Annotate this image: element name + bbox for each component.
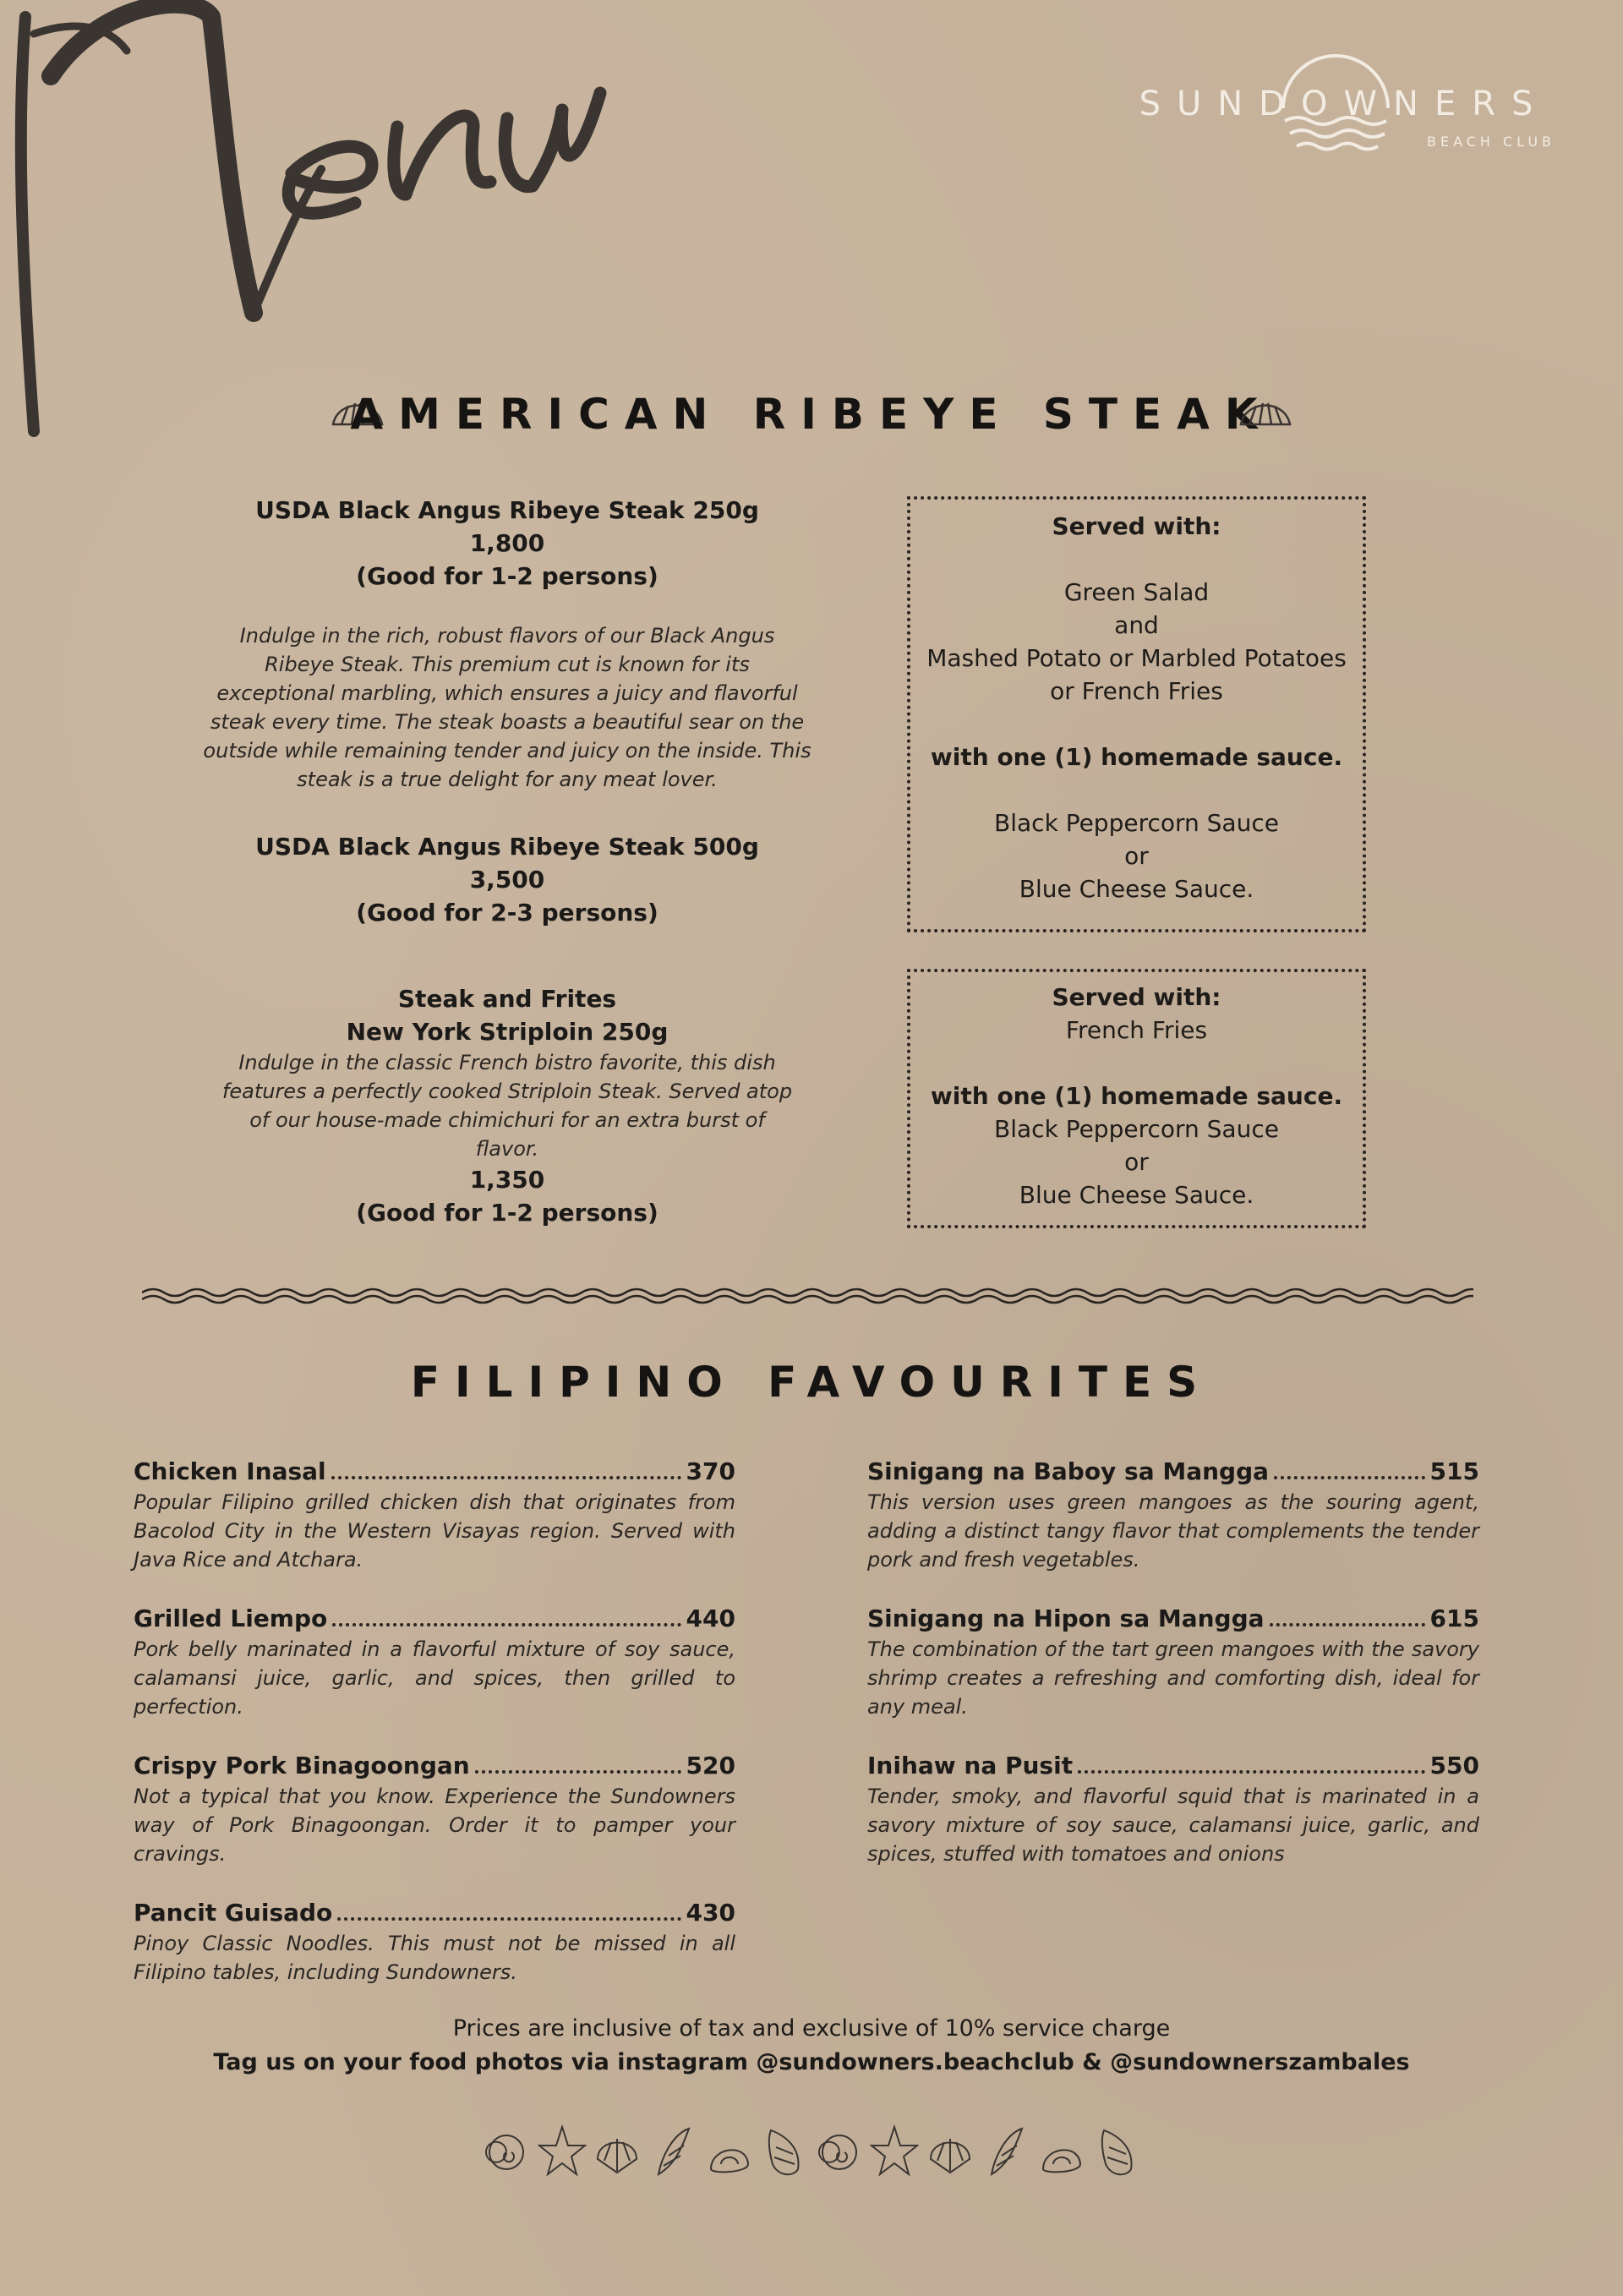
connector-text: and: [1114, 611, 1159, 639]
item-name: Sinigang na Hipon sa Mangga: [867, 1604, 1265, 1632]
nautilus-icon: [815, 2122, 864, 2183]
sundowners-logo: [1133, 34, 1572, 161]
conch-icon: [759, 2122, 808, 2183]
item-name: Sinigang na Baboy sa Mangga: [867, 1457, 1270, 1485]
dot-leader: [1270, 1623, 1425, 1626]
menu-item: [867, 1750, 1479, 1868]
section-title-filipino: FILIPINO FAVOURITES: [410, 1358, 1213, 1407]
item-price: 440: [686, 1604, 735, 1632]
side-item: or French Fries: [1050, 677, 1223, 705]
item-price: 430: [686, 1899, 735, 1927]
filipino-column-left: [134, 1456, 735, 2015]
served-with-box-ribeye: [907, 496, 1366, 932]
item-price: 520: [686, 1752, 735, 1779]
served-heading: Served with:: [1052, 983, 1221, 1011]
item-price: 615: [1429, 1604, 1479, 1632]
item-name: Steak and Frites: [397, 985, 617, 1013]
footer: [169, 2012, 1454, 2080]
logo-wordmark: SUNDOWNERS: [1139, 85, 1549, 123]
menu-item: [134, 1603, 735, 1721]
side-item: Green Salad: [1063, 578, 1210, 606]
sauce-option: Blue Cheese Sauce.: [1019, 875, 1254, 903]
logo-subtitle: BEACH CLUB: [1426, 134, 1555, 150]
connector-text: or: [1124, 1148, 1149, 1176]
item-price: 1,350: [469, 1166, 545, 1194]
item-price: 3,500: [469, 866, 545, 894]
item-name: Pancit Guisado: [134, 1899, 333, 1927]
price-note: Prices are inclusive of tax and exclusive of 10% service charge: [452, 2015, 1171, 2042]
starfish-icon: [538, 2122, 587, 2183]
connector-text: or: [1124, 842, 1149, 870]
item-name: USDA Black Angus Ribeye Steak 500g: [255, 833, 759, 861]
steak-item-ribeye-250g: [194, 494, 820, 794]
menu-item: [134, 1750, 735, 1868]
item-description: Tender, smoky, and flavorful squid that is marinated in a savory mixture of soy sauce, calamansi juice, garlic, and spices, stuffed with tomatoes and onions: [867, 1785, 1479, 1866]
sauce-option: Blue Cheese Sauce.: [1019, 1181, 1254, 1209]
cone-shell-icon: [648, 2122, 697, 2183]
item-price: 550: [1429, 1752, 1479, 1779]
scallop-icon: [926, 2122, 975, 2183]
item-description: The combination of the tart green mangoes with the savory shrimp creates a refreshing and comforting dish, ideal for any meal.: [867, 1637, 1479, 1719]
menu-item: [867, 1603, 1479, 1721]
instagram-tag: Tag us on your food photos via instagram @sundowners.beachclub & @sundownerszambales: [213, 2049, 1410, 2075]
sauce-option: Black Peppercorn Sauce: [994, 809, 1279, 837]
filipino-column-right: [867, 1456, 1479, 1897]
snail-shell-icon: [1036, 2122, 1085, 2183]
section-title-steak: AMERICAN RIBEYE STEAK: [350, 390, 1273, 439]
dot-leader: [1078, 1770, 1424, 1774]
item-serving: (Good for 1-2 persons): [356, 1199, 658, 1227]
item-description: Indulge in the classic French bistro favorite, this dish features a perfectly cooked Striploin Steak. Served atop of our house-made chimichuri for an extra burst of flavor.: [221, 1051, 793, 1161]
scallop-icon: [593, 2122, 642, 2183]
item-price: 1,800: [469, 529, 545, 557]
item-name: USDA Black Angus Ribeye Steak 250g: [255, 496, 759, 524]
menu-item: [867, 1456, 1479, 1574]
item-name: Inihaw na Pusit: [867, 1752, 1074, 1779]
item-name-line2: New York Striploin 250g: [346, 1018, 669, 1046]
item-description: Pinoy Classic Noodles. This must not be missed in all Filipino tables, including Sundowners.: [134, 1932, 735, 1984]
item-description: Indulge in the rich, robust flavors of our Black Angus Ribeye Steak. This premium cut is known for its exceptional marbling, which ensures a juicy and flavorful steak every time. The steak boasts a beautiful sear on the outside while remaining tender and juicy on the inside. This steak is a true delight for any meat lover.: [203, 624, 812, 791]
snail-shell-icon: [704, 2122, 753, 2183]
dot-leader: [331, 1476, 681, 1479]
sauce-note: with one (1) homemade sauce.: [930, 743, 1343, 771]
item-name: Chicken Inasal: [134, 1457, 326, 1485]
cone-shell-icon: [981, 2122, 1030, 2183]
item-description: Not a typical that you know. Experience the Sundowners way of Pork Binagoongan. Order it to pamper your cravings.: [134, 1785, 735, 1866]
conch-icon: [1092, 2122, 1141, 2183]
item-description: Popular Filipino grilled chicken dish that originates from Bacolod City in the Western Visayas region. Served with Java Rice and Atchara.: [134, 1490, 735, 1572]
starfish-icon: [870, 2122, 919, 2183]
item-name: Grilled Liempo: [134, 1604, 328, 1632]
dot-leader: [475, 1770, 681, 1774]
steak-item-striploin: [194, 982, 820, 1229]
steak-item-ribeye-500g: [194, 830, 820, 929]
item-name: Crispy Pork Binagoongan: [134, 1752, 470, 1779]
item-price: 370: [686, 1457, 735, 1485]
sauce-note: with one (1) homemade sauce.: [930, 1082, 1343, 1110]
served-heading: Served with:: [1052, 512, 1221, 540]
dot-leader: [337, 1917, 680, 1921]
side-item: French Fries: [1065, 1016, 1208, 1044]
wave-divider: [142, 1281, 1473, 1311]
shell-decor-row: [482, 2122, 1141, 2189]
item-price: 515: [1429, 1457, 1479, 1485]
menu-item: [134, 1897, 735, 1987]
sauce-option: Black Peppercorn Sauce: [994, 1115, 1279, 1143]
served-with-box-striploin: [907, 969, 1366, 1228]
dot-leader: [332, 1623, 680, 1626]
dot-leader: [1274, 1476, 1425, 1479]
item-serving: (Good for 2-3 persons): [356, 899, 658, 927]
nautilus-icon: [482, 2122, 531, 2183]
item-serving: (Good for 1-2 persons): [356, 562, 658, 590]
item-description: Pork belly marinated in a flavorful mixture of soy sauce, calamansi juice, garlic, and spices, then grilled to perfection.: [134, 1637, 735, 1719]
side-item: Mashed Potato or Marbled Potatoes: [926, 644, 1347, 672]
clam-shell-icon: [1238, 391, 1293, 433]
item-description: This version uses green mangoes as the souring agent, adding a distinct tangy flavor that complements the tender pork and fresh vegetables.: [867, 1490, 1479, 1572]
menu-item: [134, 1456, 735, 1574]
